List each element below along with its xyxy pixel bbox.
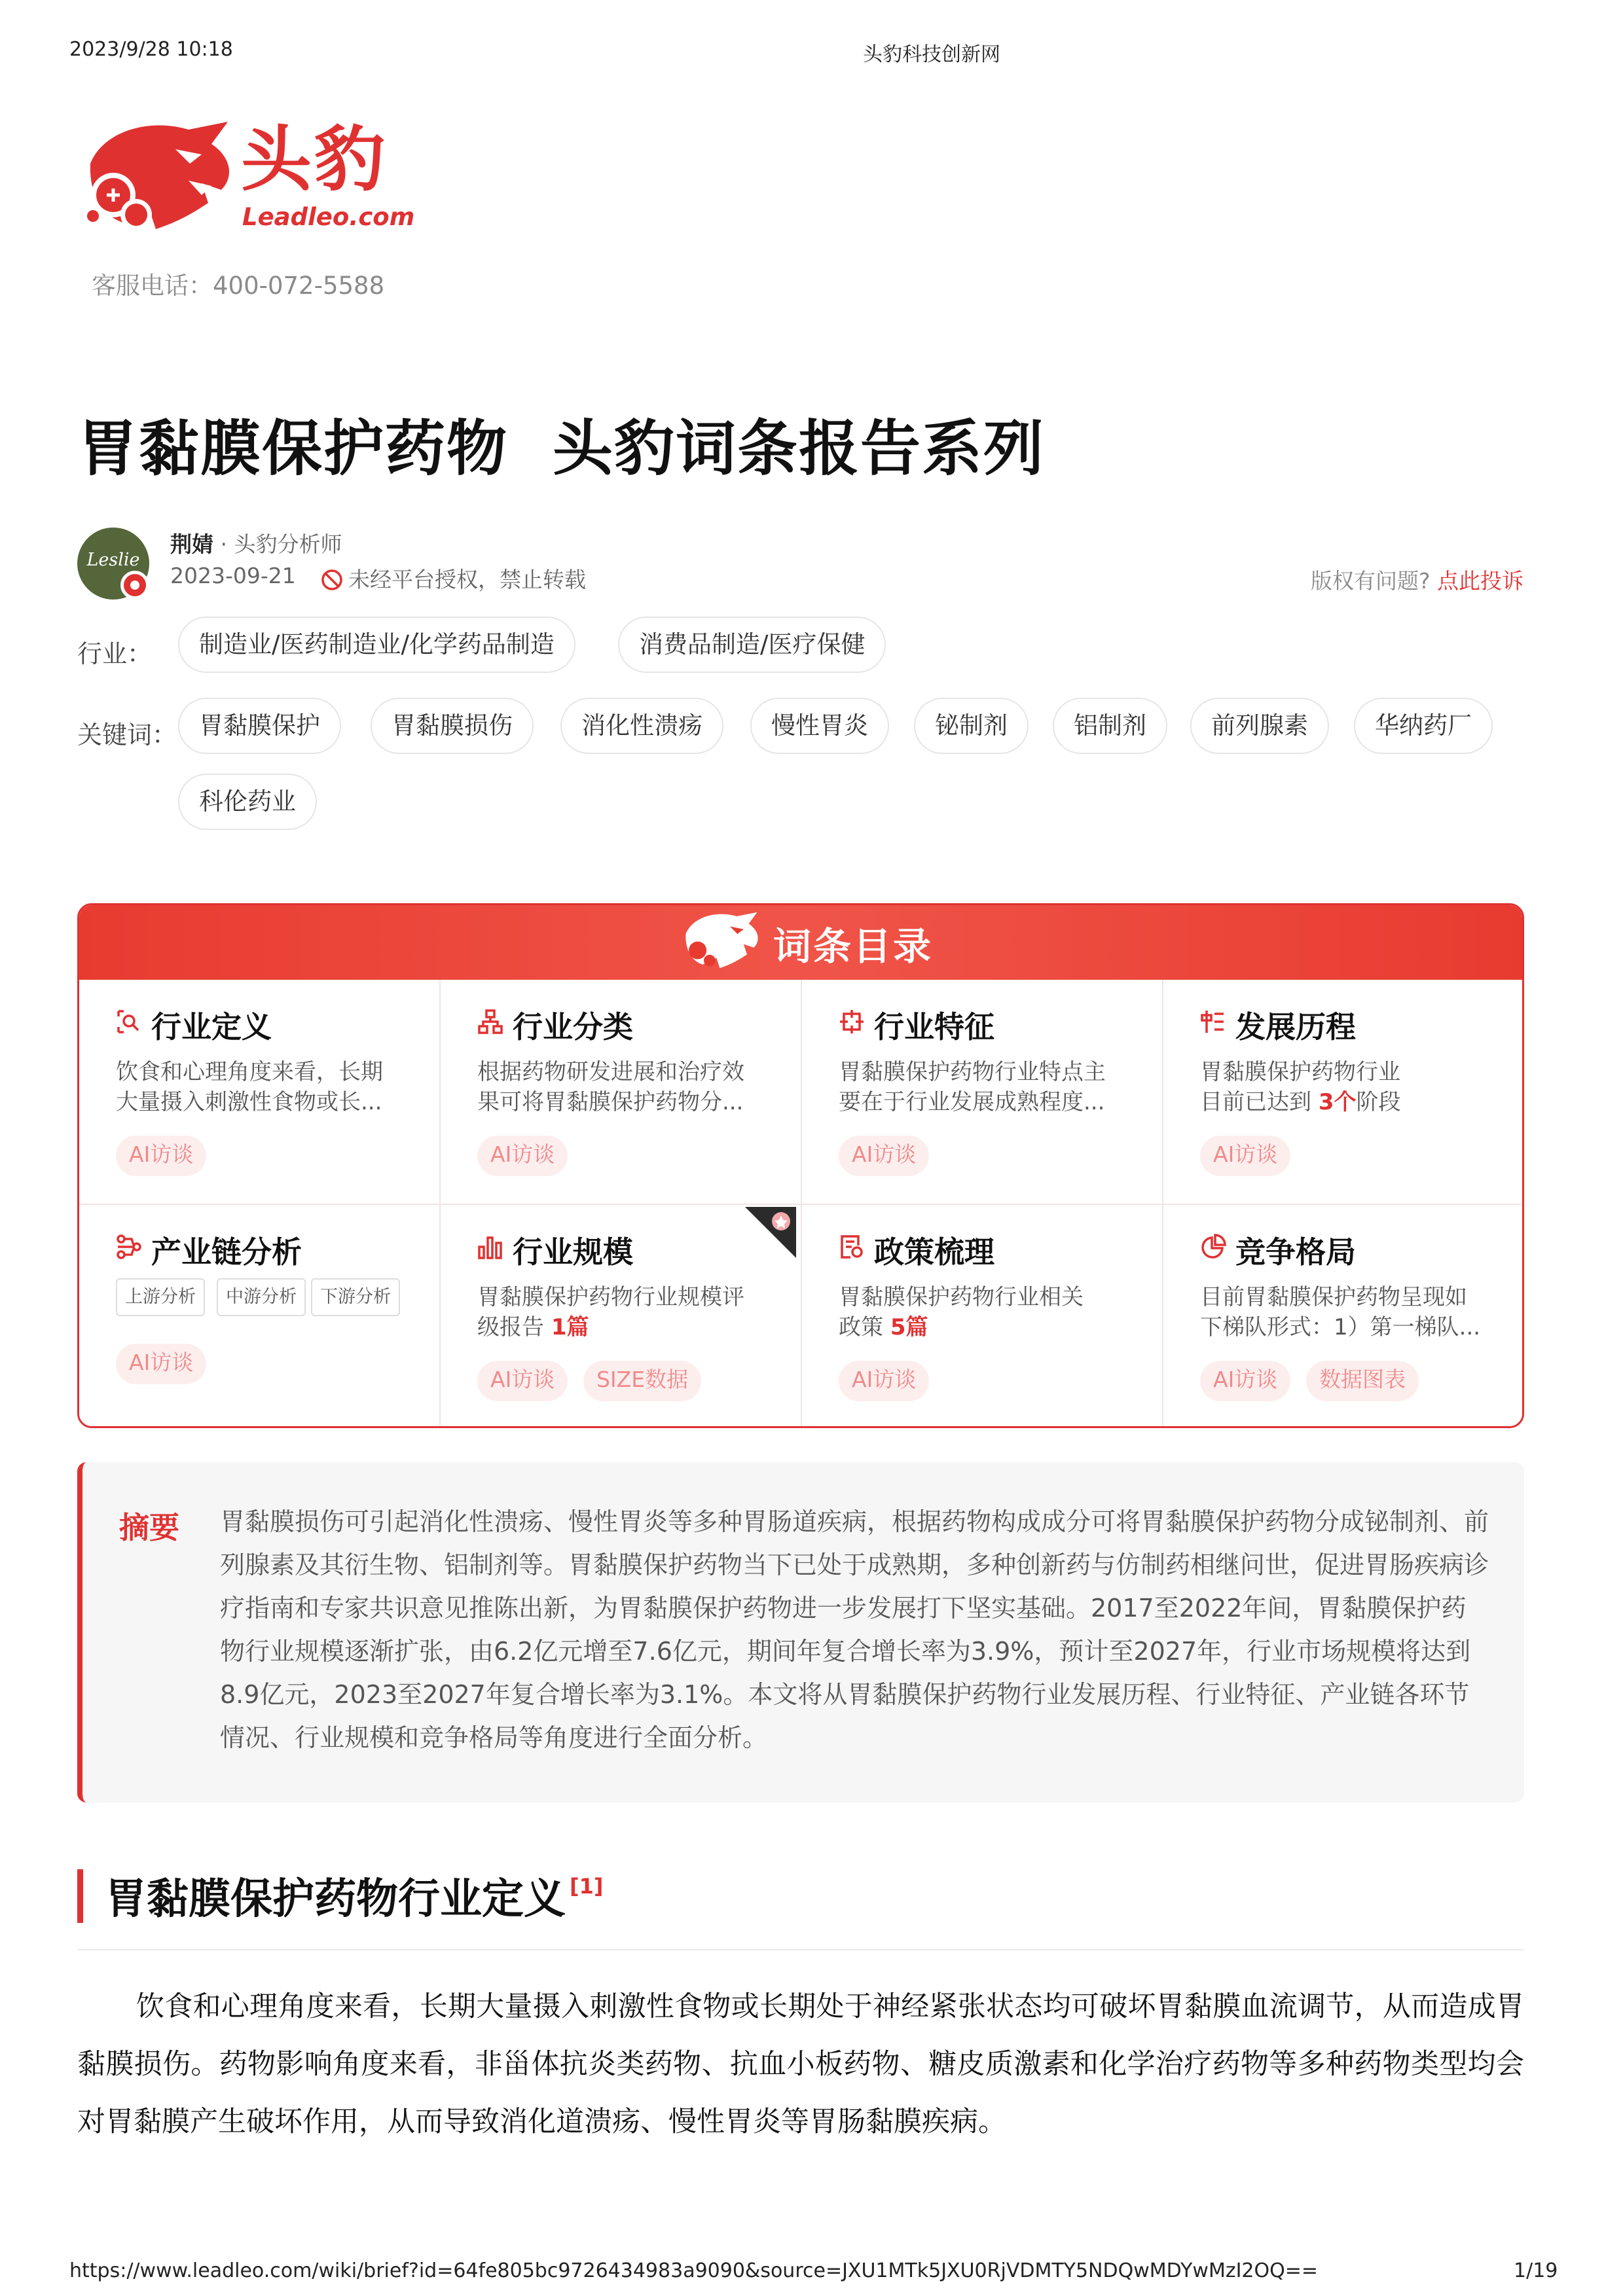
ai-interview-pill[interactable]: AI访谈 (1200, 1136, 1290, 1176)
section-accent-bar (77, 1869, 83, 1923)
section-body: 饮食和心理角度来看，长期大量摄入刺激性食物或长期处于神经紧张状态均可破坏胃黏膜血流调节，从而造成胃黏膜损伤。药物影响角度来看，非甾体抗炎类药物、抗血小板药物、糖皮质激素和化学治疗药物等多种药物类型均会对胃黏膜产生破坏作用，从而导致消化道溃疡、慢性胃炎等胃肠黏膜疾病。 (77, 1990, 1524, 2138)
publish-date: 2023-09-21 (170, 563, 296, 588)
cell-title: 发展历程 (1235, 1009, 1356, 1045)
reprint-notice (321, 563, 586, 594)
copyright-question: 版权有问题? (1310, 568, 1431, 594)
leopard-head-logo-icon (77, 118, 241, 242)
author-role: · 头豹分析师 (213, 531, 342, 557)
ai-interview-pill[interactable]: AI访谈 (477, 1136, 568, 1176)
keywords-label: 关键词： (77, 721, 177, 749)
cell-desc: 胃黏膜保护药物行业相关政策 5篇 (839, 1284, 1084, 1340)
star-corner-ribbon-icon (745, 1207, 796, 1258)
ai-interview-pill[interactable]: AI访谈 (477, 1361, 568, 1401)
directory-card (77, 903, 1524, 1428)
midstream-chip[interactable]: 中游分析 (217, 1278, 306, 1316)
keyword-tag[interactable]: 消化性溃疡 (560, 698, 723, 754)
directory-cell-features[interactable] (802, 980, 1163, 1205)
cell-desc: 胃黏膜保护药物行业特点主要在于行业发展成熟程度... (839, 1059, 1106, 1115)
size-data-pill[interactable]: SIZE数据 (583, 1361, 701, 1401)
keyword-tag[interactable]: 胃黏膜损伤 (371, 698, 534, 754)
ai-interview-pill[interactable]: AI访谈 (116, 1136, 206, 1176)
brand-name-en: Leadleo.com (242, 203, 415, 231)
directory-cell-classification[interactable] (441, 980, 802, 1205)
reprint-notice-text: 未经平台授权，禁止转载 (348, 567, 586, 592)
directory-title: 词条目录 (773, 924, 934, 969)
cell-title: 政策梳理 (874, 1234, 994, 1270)
complaint-link[interactable]: 点此投诉 (1437, 568, 1523, 594)
verified-badge-icon (120, 571, 149, 600)
cell-title: 竞争格局 (1235, 1234, 1356, 1270)
upstream-chip[interactable]: 上游分析 (116, 1278, 205, 1316)
summary-box (77, 1462, 1524, 1803)
section-divider (77, 1949, 1524, 1950)
directory-cell-policy[interactable] (802, 1205, 1163, 1428)
author-line (170, 528, 342, 558)
cell-desc: 根据药物研发进展和治疗效果可将胃黏膜保护药物分... (477, 1059, 744, 1115)
ai-interview-pill[interactable]: AI访谈 (116, 1344, 206, 1384)
cell-title: 行业分类 (513, 1009, 633, 1045)
ai-interview-pill[interactable]: AI访谈 (839, 1136, 929, 1176)
directory-cell-history[interactable] (1163, 980, 1524, 1205)
avatar-text: Leslie (86, 550, 140, 570)
cell-desc: 饮食和心理角度来看，长期大量摄入刺激性食物或长... (116, 1059, 383, 1115)
forbidden-icon (321, 569, 343, 591)
directory-cell-chain[interactable] (79, 1205, 441, 1428)
keyword-tag[interactable]: 华纳药厂 (1354, 698, 1493, 754)
cell-desc: 胃黏膜保护药物行业目前已达到 3个阶段 (1200, 1059, 1401, 1115)
directory-cell-competition[interactable] (1163, 1205, 1524, 1428)
leopard-head-logo-icon (679, 906, 764, 978)
cell-title: 产业链分析 (151, 1234, 302, 1270)
cell-title: 行业定义 (151, 1009, 272, 1045)
cell-title: 行业规模 (513, 1234, 633, 1270)
page-title: 胃黏膜保护药物 头豹词条报告系列 (77, 414, 1046, 484)
author-name[interactable]: 荆婧 (170, 531, 213, 557)
reference-link[interactable]: [1] (570, 1874, 604, 1899)
directory-cell-definition[interactable] (79, 980, 441, 1205)
downstream-chip[interactable]: 下游分析 (311, 1278, 400, 1316)
ai-interview-pill[interactable]: AI访谈 (839, 1361, 929, 1401)
brand-logo[interactable] (77, 118, 415, 242)
print-page-number: 1/19 (1514, 2259, 1558, 2282)
cell-desc: 胃黏膜保护药物行业规模评级报告 1篇 (477, 1284, 744, 1340)
industry-label: 行业： (77, 639, 153, 668)
section-title: 胃黏膜保护药物行业定义 [1] (105, 1874, 604, 1924)
industry-tag[interactable]: 制造业/医药制造业/化学药品制造 (178, 617, 575, 673)
keyword-tag[interactable]: 铋制剂 (914, 698, 1029, 754)
service-phone: 客服电话：400-072-5588 (92, 272, 385, 300)
keyword-tag[interactable]: 胃黏膜保护 (178, 698, 341, 754)
keyword-tag[interactable]: 前列腺素 (1190, 698, 1329, 754)
print-url: https://www.leadleo.com/wiki/brief?id=64fe805bc9726434983a9090&source=JXU1MTk5JXU0RjVDMTY5NDQwMDYwMzI2OQ== (69, 2259, 1319, 2282)
keyword-tag[interactable]: 铝制剂 (1053, 698, 1167, 754)
keyword-tag[interactable]: 科伦药业 (178, 774, 317, 830)
industry-tag[interactable]: 消费品制造/医疗保健 (618, 617, 886, 673)
cell-desc: 目前胃黏膜保护药物呈现如下梯队形式：1）第一梯队... (1200, 1284, 1481, 1340)
data-chart-pill[interactable]: 数据图表 (1306, 1361, 1419, 1401)
copyright-line (1311, 564, 1523, 595)
keyword-tag[interactable]: 慢性胃炎 (750, 698, 889, 754)
print-datetime: 2023/9/28 10:18 (69, 38, 233, 61)
ai-interview-pill[interactable]: AI访谈 (1200, 1361, 1290, 1401)
brand-name-cn: 头豹 (241, 119, 388, 201)
directory-header (79, 905, 1522, 980)
summary-label: 摘要 (119, 1510, 179, 1545)
print-site-name: 头豹科技创新网 (863, 43, 1000, 66)
summary-text: 胃黏膜损伤可引起消化性溃疡、慢性胃炎等多种胃肠道疾病，根据药物构成成分可将胃黏膜保护药物分成铋制剂、前列腺素及其衍生物、铝制剂等。胃黏膜保护药物当下已处于成熟期，多种创新药与仿制药相继问世，促进胃肠疾病诊疗指南和专家共识意见推陈出新，为胃黏膜保护药物进一步发展打下坚实基础。2017至2022年间，胃黏膜保护药物行业规模逐渐扩张，由6.2亿元增至7.6亿元，期间年复合增长率为3.9%，预计至2027年，行业市场规模将达到8.9亿元，2023至2027年复合增长率为3.1%。本文将从胃黏膜保护药物行业发展历程、行业特征、产业链各环节情况、行业规模和竞争格局等角度进行全面分析。 (220, 1507, 1489, 1752)
cell-title: 行业特征 (874, 1009, 994, 1045)
